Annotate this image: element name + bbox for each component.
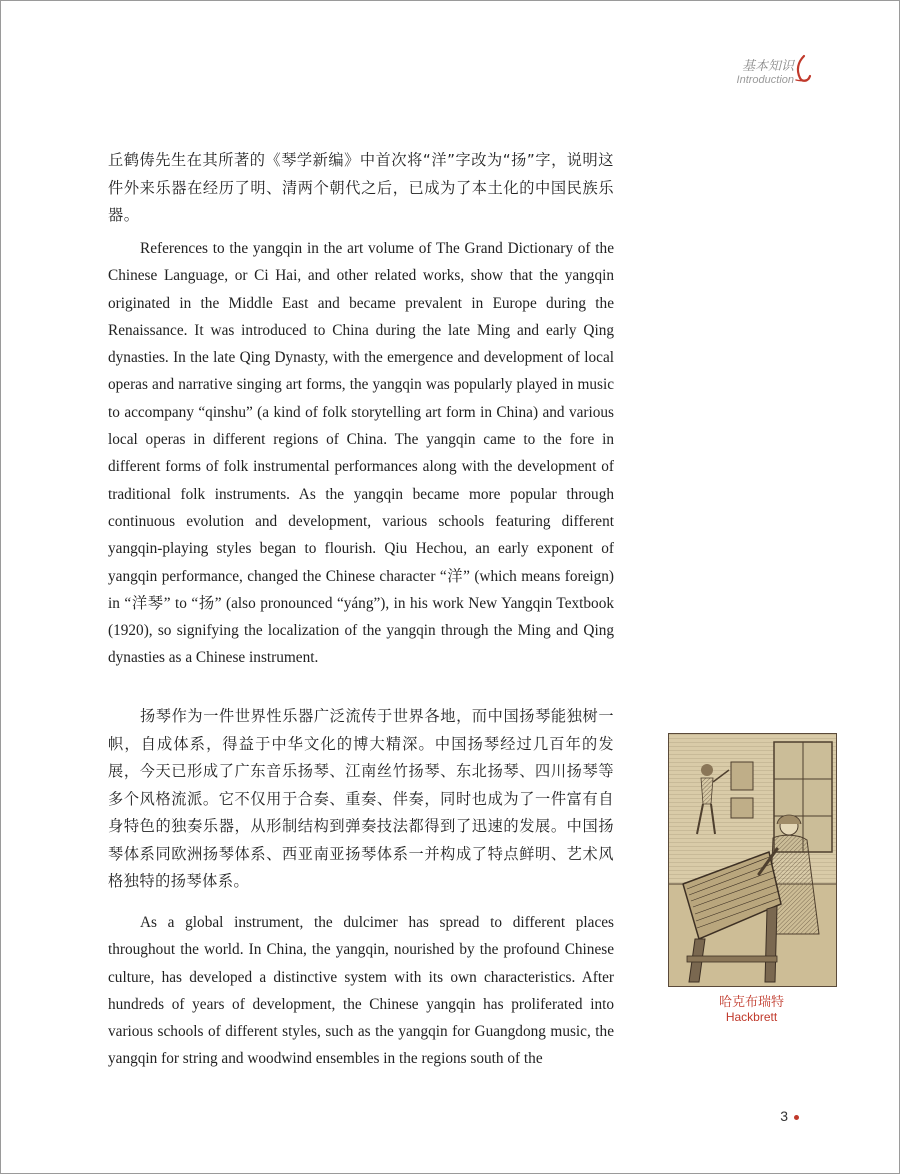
paragraph-en-2: As a global instrument, the dulcimer has spread to different places throughout the world. In China, the yangqin, nourished by the profound Chinese culture, has developed a distinctive system with its own characteristics. After hundreds of years of development, the Chinese yangqin has proliferated into various schools of different styles, such as the yangqin for Guangdong music, the yangqin for string and woodwind ensembles in the regions south of the xyxy=(108,914,614,1068)
section-title-zh: 基本知识 xyxy=(741,59,794,74)
figure-caption-en: Hackbrett xyxy=(725,1010,778,1024)
swirl-ornament-icon xyxy=(792,54,812,84)
hackbrett-engraving-image xyxy=(668,733,837,987)
section-title-en: Introduction xyxy=(736,74,794,86)
text-block-4 xyxy=(108,909,614,1073)
page-dot-icon xyxy=(794,1115,799,1120)
text-block-2 xyxy=(108,235,614,672)
text-block-3 xyxy=(108,703,614,896)
engraving-illustration xyxy=(669,734,836,986)
paragraph-en-1: References to the yangqin in the art volume of The Grand Dictionary of the Chinese Language, or Ci Hai, and other related works, show that the yangqin originated in the Middle East and became prevalent in Europe during the Renaissance. It was introduced to China during the late Ming and early Qing dynasties. In the late Qing Dynasty, with the emergence and development of local operas and narrative singing art forms, the yangqin was popularly played in music to accompany “qinshu” (a kind of folk storytelling art form in China) and various local operas in different regions of China. The yangqin came to the fore in different forms of folk instrumental performances along with the development of traditional folk instruments. As the yangqin became more popular through continuous evolution and development, various schools featuring different yangqin-playing styles began to flourish. Qiu Hechou, an early exponent of yangqin performance, changed the Chinese character “洋” (which means foreign) in “洋琴” to “扬” (also pronounced “yáng”), in his work New Yangqin Textbook (1920), so signifying the localization of the yangqin through the Ming and Qing dynasties as a Chinese instrument. xyxy=(108,240,614,667)
text-block-1 xyxy=(108,147,614,230)
page-number: 3 xyxy=(780,1108,788,1124)
figure-caption-zh: 哈克布瑞特 xyxy=(718,995,784,1010)
paragraph-zh-1: 丘鹤俦先生在其所著的《琴学新编》中首次将“洋”字改为“扬”字，说明这件外来乐器在经历了明、清两个朝代之后，已成为了本土化的中国民族乐器。 xyxy=(108,151,614,224)
paragraph-zh-2: 扬琴作为一件世界性乐器广泛流传于世界各地，而中国扬琴能独树一帜，自成体系，得益于中华文化的博大精深。中国扬琴经过几百年的发展，今天已形成了广东音乐扬琴、江南丝竹扬琴、东北扬琴、四川扬琴等多个风格流派。它不仅用于合奏、重奏、伴奏，同时也成为了一件富有自身特色的独奏乐器，从形制结构到弹奏技法都得到了迅速的发展。中国扬琴体系同欧洲扬琴体系、西亚南亚扬琴体系一并构成了特点鲜明、艺术风格独特的扬琴体系。 xyxy=(108,707,614,890)
section-header xyxy=(737,60,812,86)
